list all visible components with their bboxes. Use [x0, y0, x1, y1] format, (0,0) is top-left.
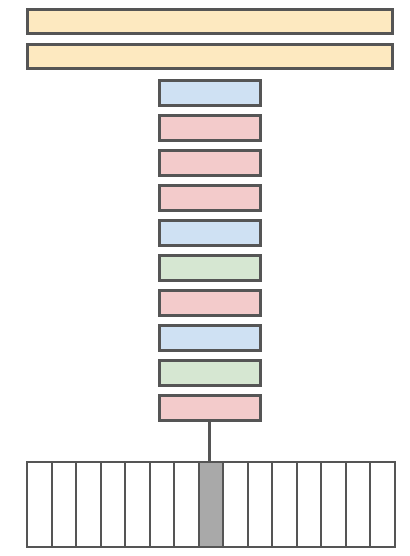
- cell: [249, 463, 274, 546]
- cell: [126, 463, 151, 546]
- cell: [298, 463, 323, 546]
- cell-highlighted: [200, 463, 225, 546]
- block-stack: [158, 79, 262, 429]
- cell: [322, 463, 347, 546]
- stack-block-6-green: [158, 254, 262, 282]
- top-bar-1: [26, 8, 394, 35]
- cell: [175, 463, 200, 546]
- stack-block-5-blue: [158, 219, 262, 247]
- cell: [224, 463, 249, 546]
- cell: [347, 463, 372, 546]
- stack-block-3-pink: [158, 149, 262, 177]
- cell-row: [26, 461, 396, 548]
- cell: [28, 463, 53, 546]
- stack-block-10-pink: [158, 394, 262, 422]
- stack-block-7-pink: [158, 289, 262, 317]
- stack-block-1-blue: [158, 79, 262, 107]
- top-bar-2: [26, 43, 394, 70]
- stack-block-9-green: [158, 359, 262, 387]
- stack-block-4-pink: [158, 184, 262, 212]
- stack-block-2-pink: [158, 114, 262, 142]
- stack-block-8-blue: [158, 324, 262, 352]
- cell: [53, 463, 78, 546]
- cell: [77, 463, 102, 546]
- cell: [151, 463, 176, 546]
- connector-line: [208, 420, 211, 464]
- cell: [371, 463, 396, 546]
- cell: [102, 463, 127, 546]
- cell: [273, 463, 298, 546]
